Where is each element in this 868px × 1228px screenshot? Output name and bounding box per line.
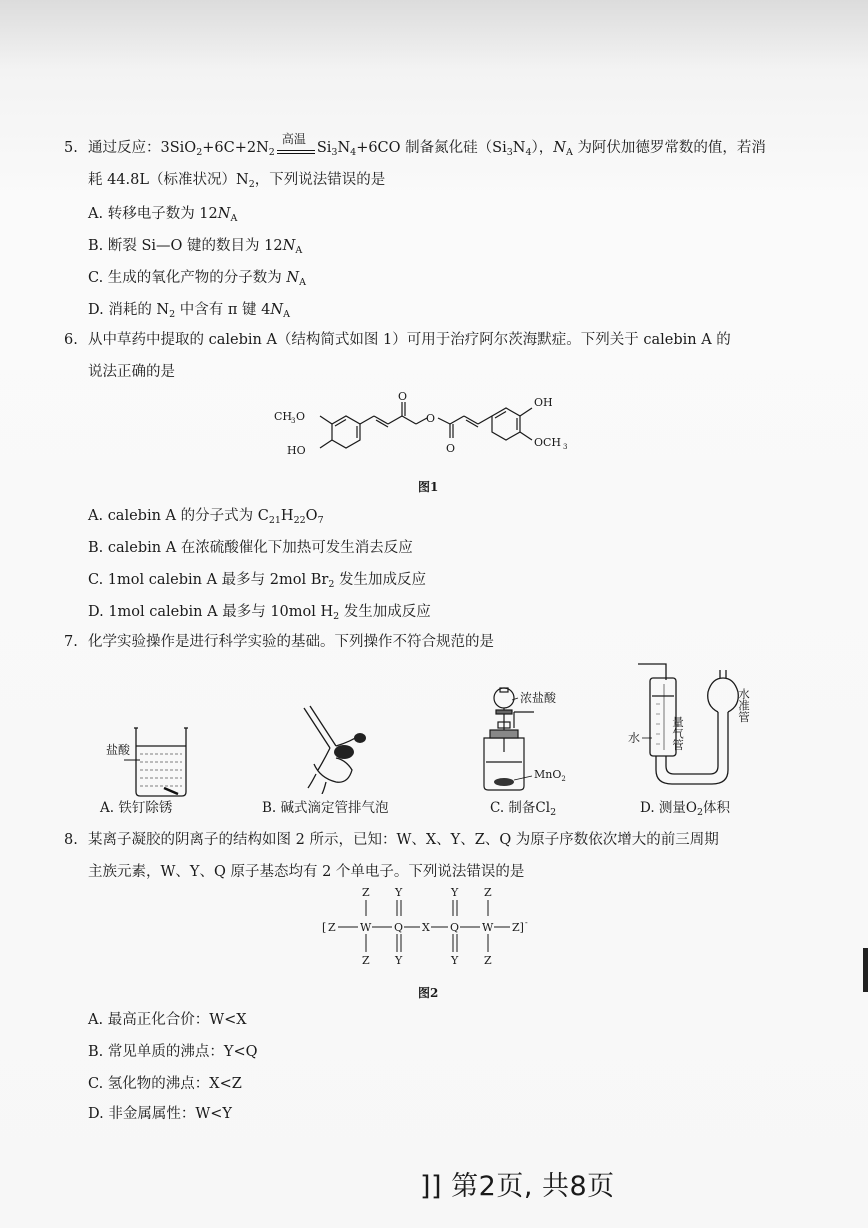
q8-stem-line2: 主族元素，W、Y、Q 原子基态均有 2 个单电子。下列说法错误的是: [88, 864, 525, 880]
reaction-arrow-condition: 高温: [277, 145, 315, 154]
q8-option-a: A. 最高正化合价：W<X: [88, 1012, 247, 1028]
calebin-a-structure-figure: [260, 384, 600, 466]
svg-text:O: O: [296, 410, 306, 423]
water-label: 水: [628, 731, 641, 745]
q6-option-c: C. 1mol calebin A 最多与 2mol $Br_2$ 发生加成反应: [88, 572, 426, 590]
q5-option-c: C. 生成的氧化产物的分子数为 $N_A$: [88, 270, 306, 288]
svg-text:W: W: [360, 921, 372, 934]
q7-number: 7.: [64, 634, 78, 650]
svg-text:OH: OH: [534, 396, 553, 409]
q7-option-a-caption: A. 铁钉除锈: [100, 800, 173, 816]
svg-text:Z: Z: [328, 921, 336, 934]
svg-text:OCH: OCH: [534, 436, 562, 449]
figure-2-caption: 图2: [418, 986, 439, 1000]
svg-text:Q: Q: [450, 921, 460, 934]
page-edge-mark: [863, 948, 868, 992]
svg-text:Y: Y: [451, 886, 459, 899]
svg-text:Z: Z: [484, 886, 492, 899]
q6-number: 6.: [64, 332, 78, 348]
svg-text:Y: Y: [395, 954, 403, 967]
svg-text:O: O: [426, 412, 436, 425]
svg-text:Q: Q: [394, 921, 404, 934]
svg-text:X: X: [422, 921, 430, 934]
q5-stem-line1: 通过反应：$3SiO_2+6C+2N_2$ 高温 $Si_3N_4+6CO$ 制备氮化硅$(Si_3N_4)$，$N_A$ 为阿伏加德罗常数的值，若消: [88, 132, 766, 158]
beaker-rust-removal-apparatus: [100, 720, 200, 800]
svg-text:Z]: Z]: [512, 921, 524, 934]
chlorine-generation-apparatus: [470, 682, 580, 796]
mno2-label: MnO$_2$: [534, 768, 566, 783]
q6-stem-line2: 说法正确的是: [88, 364, 175, 380]
q5-number: 5.: [64, 140, 78, 156]
svg-text:Z: Z: [362, 886, 370, 899]
q7-option-d-caption: D. 测量$O_2$体积: [640, 800, 731, 818]
page-footer: ]] 第2页, 共8页: [420, 1171, 615, 1202]
anion-structure-figure: [316, 884, 536, 968]
gas-burette-label: 量气管: [671, 716, 685, 751]
q7-option-b-caption: B. 碱式滴定管排气泡: [262, 800, 389, 816]
svg-text:O: O: [398, 390, 408, 403]
q8-stem-line1: 某离子凝胶的阴离子的结构如图 2 所示，已知：W、X、Y、Z、Q 为原子序数依次增大的前三周期: [88, 832, 719, 848]
q5-option-a: A. 转移电子数为 $12N_A$: [88, 206, 238, 224]
hydrochloric-acid-label: 盐酸: [106, 743, 131, 757]
svg-text:Y: Y: [395, 886, 403, 899]
svg-text:Z: Z: [484, 954, 492, 967]
q8-option-d: D. 非金属属性：W<Y: [88, 1106, 232, 1122]
q5-stem-line2: 耗 44.8L（标准状况）$N_2$，下列说法错误的是: [88, 172, 386, 190]
burette-bubble-removal-apparatus: [290, 704, 380, 794]
q6-option-a: A. calebin A 的分子式为 $C_{21}H_{22}O_7$: [88, 508, 324, 526]
svg-text:W: W: [482, 921, 494, 934]
q6-option-b: B. calebin A 在浓硫酸催化下加热可发生消去反应: [88, 540, 413, 556]
leveling-tube-label: 水准管: [737, 688, 751, 723]
concentrated-hcl-label: 浓盐酸: [520, 691, 557, 705]
svg-text:O: O: [446, 442, 456, 455]
svg-text:HO: HO: [287, 444, 306, 457]
q5-option-b: B. 断裂 Si—O 键的数目为 $12N_A$: [88, 238, 303, 256]
q8-option-c: C. 氢化物的沸点：X<Z: [88, 1076, 242, 1092]
figure-1-caption: 图1: [418, 480, 439, 494]
svg-text:Y: Y: [451, 954, 459, 967]
svg-text:[: [: [322, 921, 327, 934]
q8-number: 8.: [64, 832, 78, 848]
q7-option-c-caption: C. 制备$Cl_2$: [490, 800, 557, 818]
q6-stem-line1: 从中草药中提取的 calebin A（结构简式如图 1）可用于治疗阿尔茨海默症。下列关于 calebin A 的: [88, 332, 731, 348]
q7-stem: 化学实验操作是进行科学实验的基础。下列操作不符合规范的是: [88, 634, 494, 650]
svg-text:CH: CH: [274, 410, 293, 423]
svg-text:Z: Z: [362, 954, 370, 967]
q8-option-b: B. 常见单质的沸点：Y<Q: [88, 1044, 258, 1060]
svg-text:3: 3: [563, 443, 568, 451]
q5-option-d: D. 消耗的 $N_2$ 中含有 π 键 $4N_A$: [88, 302, 290, 320]
oxygen-volume-measurement-apparatus: [612, 660, 782, 796]
svg-text:3: 3: [291, 417, 296, 425]
svg-text:-: -: [525, 918, 528, 927]
q6-option-d: D. 1mol calebin A 最多与 10mol $H_2$ 发生加成反应: [88, 604, 431, 622]
